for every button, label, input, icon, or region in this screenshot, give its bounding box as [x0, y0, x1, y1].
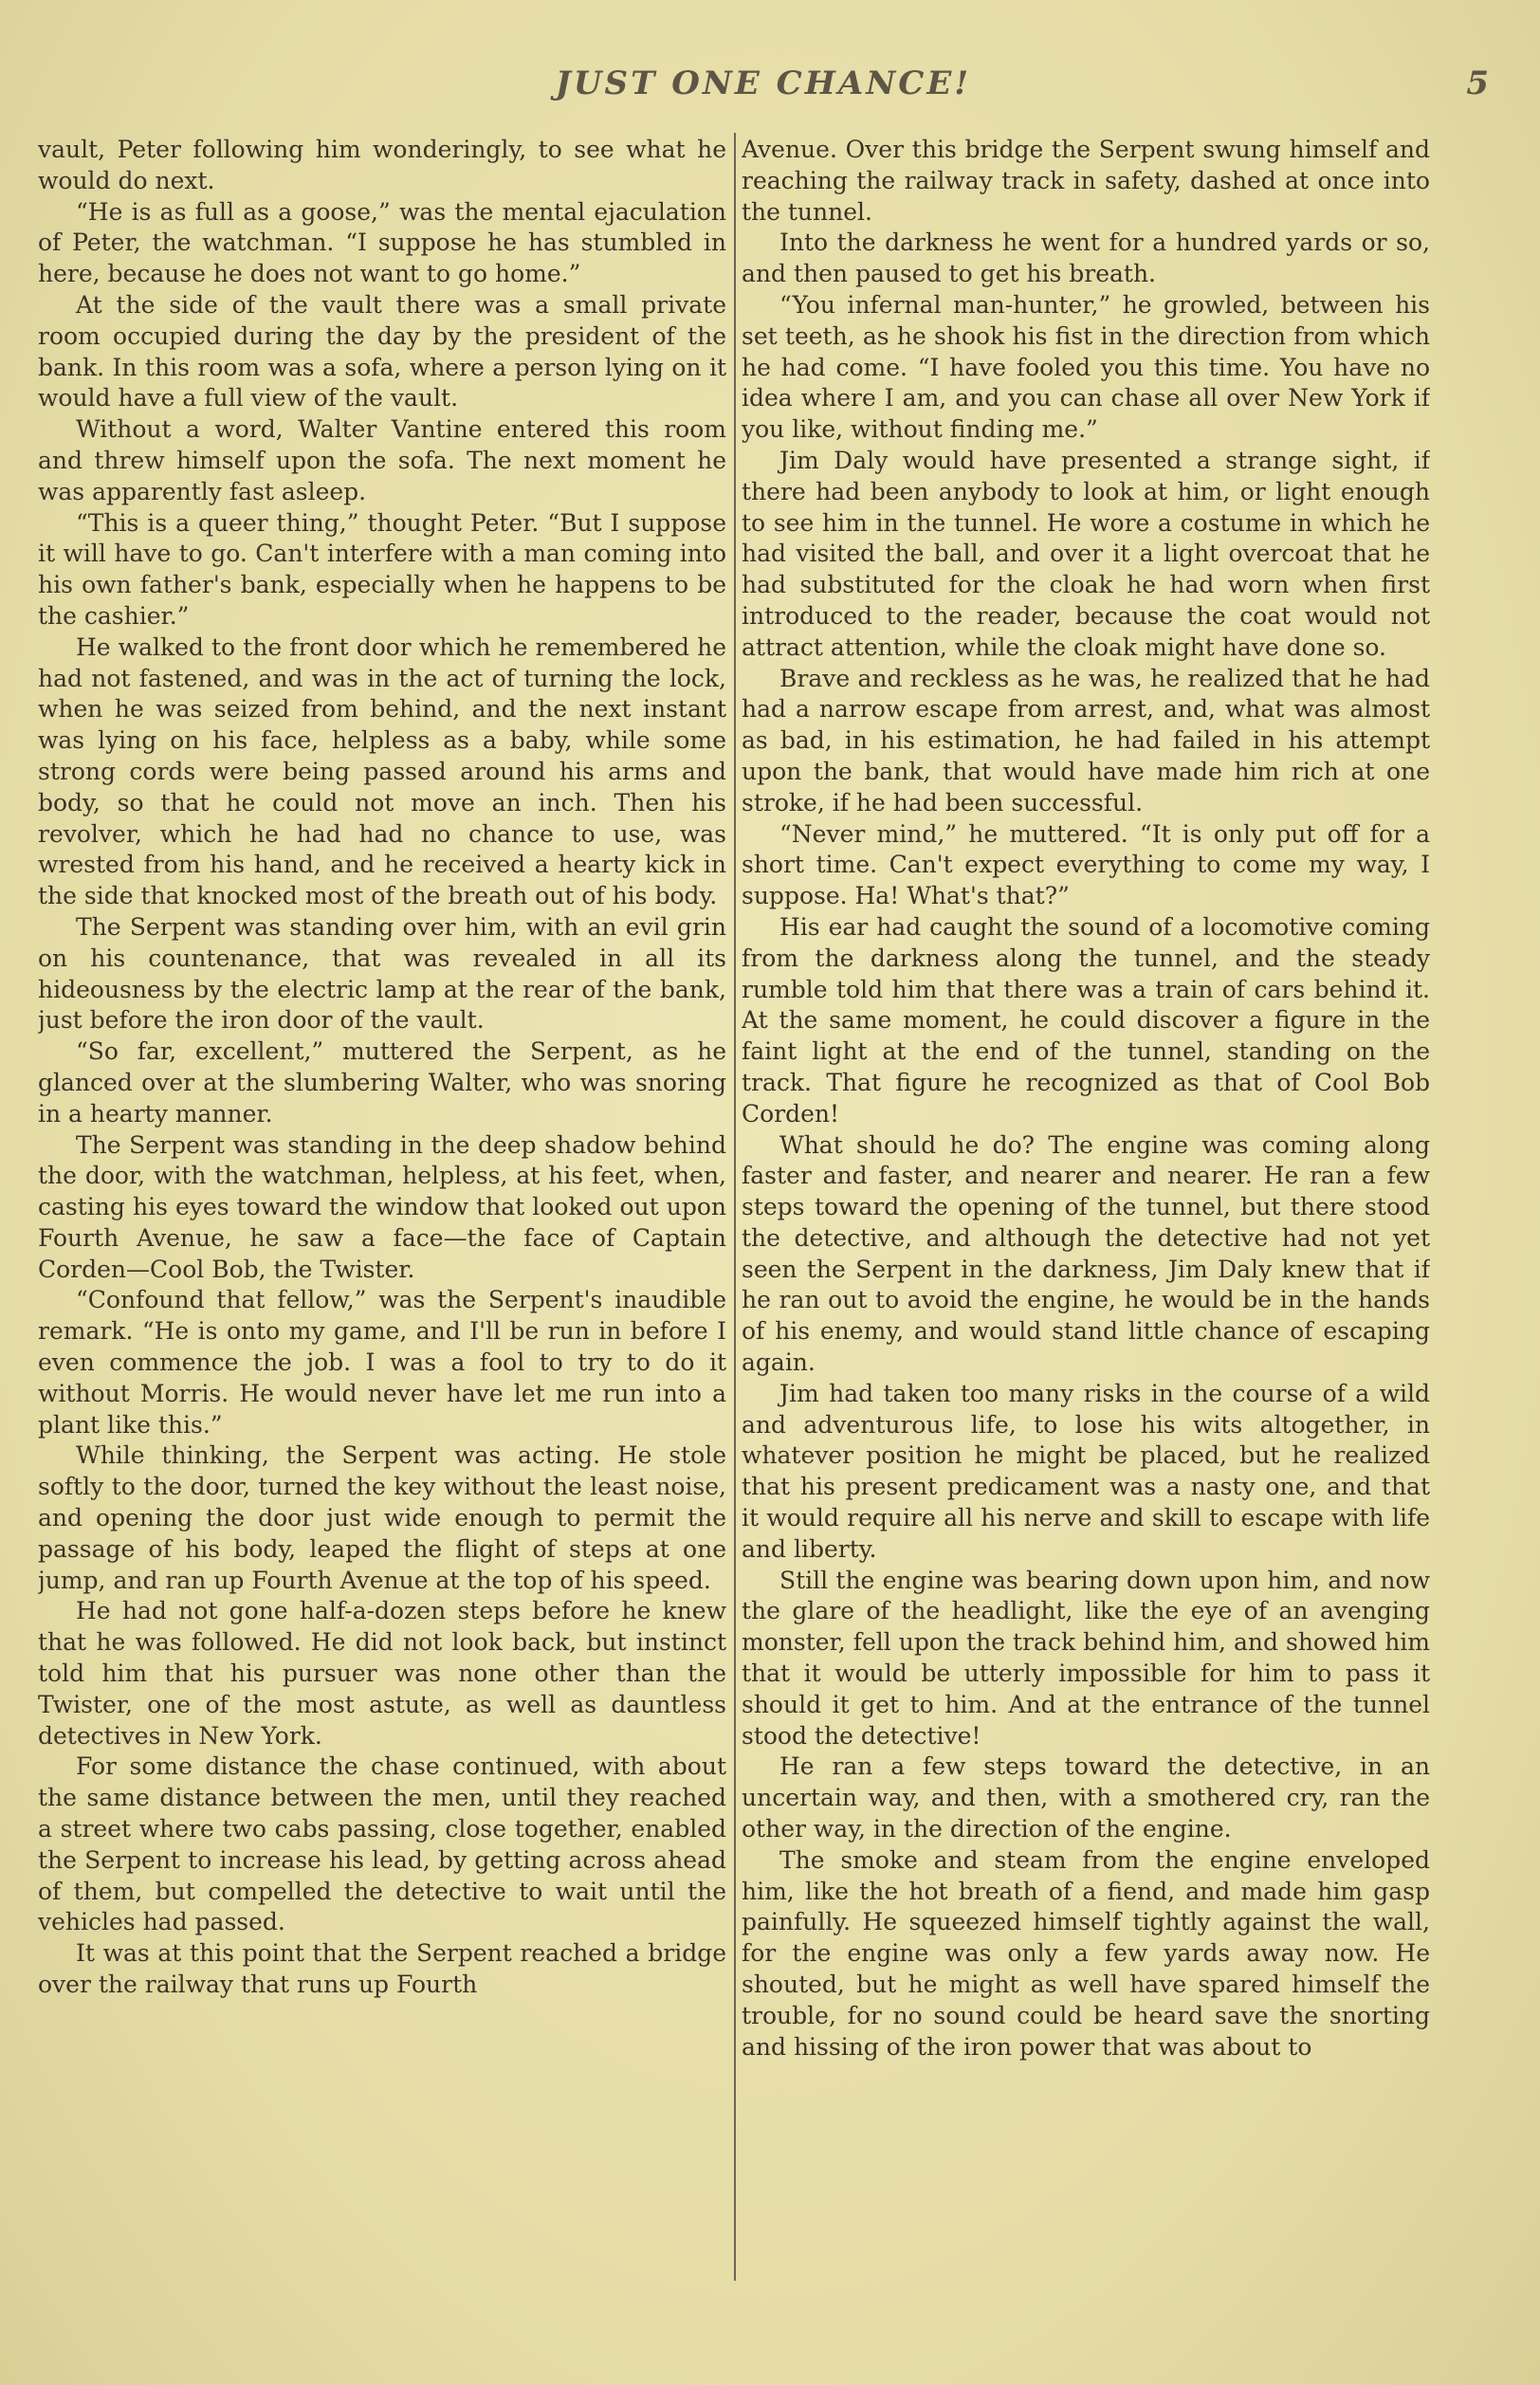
paragraph: The Serpent was standing in the deep shadow behind the door, with the watchman, helpless, at his feet, when, casting his eyes toward the window that looked out upon Fourth Avenue, he saw a face—the face of Captain Corden—Cool Bob, the Twister.: [38, 1130, 726, 1283]
paragraph: Avenue. Over this bridge the Serpent swung himself and reaching the railway track in safety, dashed at once into the tunnel.: [742, 136, 1430, 226]
paragraph: It was at this point that the Serpent reached a bridge over the railway that runs up Fourth: [38, 1939, 726, 1999]
paragraph: The smoke and steam from the engine enveloped him, like the hot breath of a fiend, and made him gasp painfully. He squeezed himself tightly against the wall, for the engine was only a few yards away now. He shouted, but he might as well have spared himself the trouble, for no sound could be heard save the snorting and hissing of the iron power that was about to: [742, 1845, 1430, 2061]
left-column: [38, 135, 726, 2278]
paragraph: “You infernal man-hunter,” he growled, between his set teeth, as he shook his fist in the direction from which he had come. “I have fooled you this time. You have no idea where I am, and you can chase all over New York if you like, without finding me.”: [742, 290, 1430, 444]
paragraph: His ear had caught the sound of a locomotive coming from the darkness along the tunnel, and the steady rumble told him that there was a train of cars behind it. At the same moment, he could discover a figure in the faint light at the end of the tunnel, standing on the track. That figure he recognized as that of Cool Bob Corden!: [742, 912, 1430, 1128]
paragraph: “This is a queer thing,” thought Peter. “But I suppose it will have to go. Can't interfere with a man coming into his own father's bank, especially when he happens to be the cashier.”: [38, 508, 726, 630]
paragraph: Jim Daly would have presented a strange sight, if there had been anybody to look at him, or light enough to see him in the tunnel. He wore a costume in which he had visited the ball, and over it a light overcoat that he had substituted for the cloak he had worn when first introduced to the reader, because the coat would not attract attention, while the cloak might have done so.: [742, 446, 1430, 661]
paragraph: “So far, excellent,” muttered the Serpent, as he glanced over at the slumbering Walter, who was snoring in a hearty manner.: [38, 1037, 726, 1128]
paragraph: For some distance the chase continued, with about the same distance between the men, until they reached a street where two cabs passing, close together, enabled the Serpent to increase his lead, by getting across ahead of them, but compelled the detective to wait until the vehicles had passed.: [38, 1752, 726, 1936]
paragraph: What should he do? The engine was coming along faster and faster, and nearer and nearer. He ran a few steps toward the opening of the tunnel, but there stood the detective, and although the detective had not yet seen the Serpent in the darkness, Jim Daly knew that if he ran out to avoid the engine, he would be in the hands of his enemy, and would stand little chance of escaping again.: [742, 1130, 1430, 1377]
paragraph: He walked to the front door which he remembered he had not fastened, and was in the act of turning the lock, when he was seized from behind, and the next instant was lying on his face, helpless as a baby, while some strong cords were being passed around his arms and body, so that he could not move an inch. Then his revolver, which he had had no chance to use, was wrested from his hand, and he received a hearty kick in the side that knocked most of the breath out of his body.: [38, 633, 726, 910]
paragraph: He ran a few steps toward the detective, in an uncertain way, and then, with a smothered cry, ran the other way, in the direction of the engine.: [742, 1752, 1430, 1844]
running-head: JUST ONE CHANCE!: [555, 64, 972, 102]
paragraph: At the side of the vault there was a small private room occupied during the day by the president of the bank. In this room was a sofa, where a person lying on it would have a full view of the vault.: [38, 290, 726, 413]
paragraph: “He is as full as a goose,” was the mental ejaculation of Peter, the watchman. “I suppose he has stumbled in here, because he does not want to go home.”: [38, 197, 726, 288]
column-divider: [734, 133, 736, 2281]
page-header: [38, 64, 1489, 121]
page-number: 5: [1466, 64, 1489, 102]
paragraph: The Serpent was standing over him, with an evil grin on his countenance, that was revealed in all its hideousness by the electric lamp at the rear of the bank, just before the iron door of the vault.: [38, 912, 726, 1035]
paragraph: Jim had taken too many risks in the course of a wild and adventurous life, to lose his wits altogether, in whatever position he might be placed, but he realized that his present predicament was a nasty one, and that it would require all his nerve and skill to escape with life and liberty.: [742, 1379, 1430, 1563]
paragraph: “Confound that fellow,” was the Serpent's inaudible remark. “He is onto my game, and I'll be run in before I even commence the job. I was a fool to try to do it without Morris. He would never have let me run into a plant like this.”: [38, 1286, 726, 1439]
right-column: [742, 135, 1430, 2278]
paragraph: Brave and reckless as he was, he realized that he had had a narrow escape from arrest, and, what was almost as bad, in his estimation, he had failed in his attempt upon the bank, that would have made him rich at one stroke, if he had been successful.: [742, 664, 1430, 816]
paragraph: Into the darkness he went for a hundred yards or so, and then paused to get his breath.: [742, 229, 1430, 288]
paragraph: Still the engine was bearing down upon him, and now the glare of the headlight, like the eye of an avenging monster, fell upon the track behind him, and showed him that it would be utterly impossible for him to pass it should it get to him. And at the entrance of the tunnel stood the detective!: [742, 1566, 1430, 1750]
paragraph: vault, Peter following him wonderingly, to see what he would do next.: [38, 136, 726, 194]
paragraph: Without a word, Walter Vantine entered this room and threw himself upon the sofa. The next moment he was apparently fast asleep.: [38, 415, 726, 505]
paragraph: “Never mind,” he muttered. “It is only put off for a short time. Can't expect everything to come my way, I suppose. Ha! What's that?”: [742, 819, 1430, 910]
paragraph: He had not gone half-a-dozen steps before he knew that he was followed. He did not look back, but instinct told him that his pursuer was none other than the Twister, one of the most astute, as well as dauntless detectives in New York.: [38, 1597, 726, 1750]
paragraph: While thinking, the Serpent was acting. He stole softly to the door, turned the key without the least noise, and opening the door just wide enough to permit the passage of his body, leaped the flight of steps at one jump, and ran up Fourth Avenue at the top of his speed.: [38, 1441, 726, 1594]
